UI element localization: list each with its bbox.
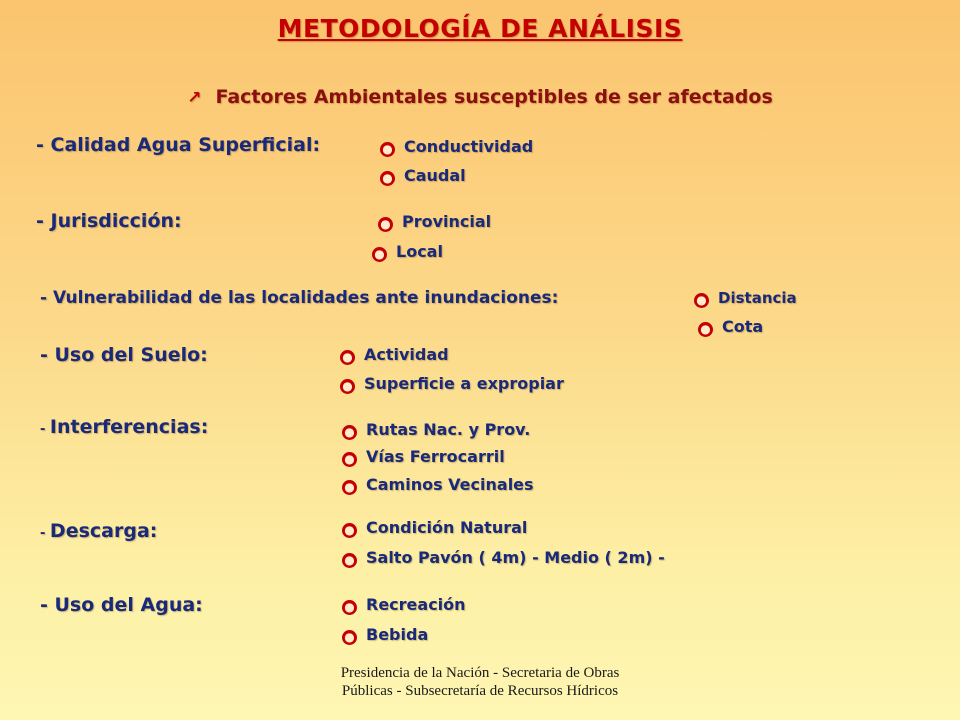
item-caudal: [380, 166, 466, 186]
item-text: Provincial: [402, 212, 492, 231]
label-uso-suelo: - Uso del Suelo:: [40, 344, 208, 366]
label-calidad-agua: - Calidad Agua Superficial:: [36, 134, 321, 156]
item-text: Cota: [722, 317, 764, 336]
item-distancia: [694, 289, 797, 308]
item-superficie: [340, 374, 564, 394]
footer-text: Presidencia de la Nación - Secretaria de Obras Públicas - Subsecretaría de Recursos Hídricos: [340, 665, 620, 699]
bullet-icon: ●: [342, 452, 357, 467]
item-text: Distancia: [718, 289, 797, 307]
slide-title: METODOLOGÍA DE ANÁLISIS: [277, 14, 683, 43]
label-uso-agua: - Uso del Agua:: [40, 594, 203, 616]
bullet-icon: ●: [342, 523, 357, 538]
item-text: Rutas Nac. y Prov.: [366, 420, 531, 439]
label-text: Interferencias:: [49, 416, 209, 438]
item-condicion-natural: [342, 518, 527, 538]
item-local: [372, 242, 443, 262]
bullet-icon: ●: [694, 293, 709, 308]
item-bebida: [342, 625, 428, 645]
label-interferencias: [40, 416, 208, 438]
item-conductividad: [380, 137, 533, 157]
bullet-icon: ●: [340, 350, 355, 365]
subtitle-text: Factores Ambientales susceptibles de ser afectados: [215, 86, 773, 108]
arrow-northeast-icon: ↗: [187, 88, 202, 108]
item-text: Local: [396, 242, 443, 261]
bullet-icon: ●: [698, 322, 713, 337]
item-text: Caudal: [404, 166, 466, 185]
item-text: Salto Pavón ( 4m) - Medio ( 2m) -: [366, 548, 665, 567]
item-text: Superficie a expropiar: [364, 374, 564, 393]
bullet-icon: ●: [342, 600, 357, 615]
bullet-icon: ●: [342, 480, 357, 495]
item-text: Conductividad: [404, 137, 534, 156]
label-text: Descarga:: [49, 520, 158, 542]
label-vulnerabilidad: - Vulnerabilidad de las localidades ante inundaciones:: [40, 288, 559, 308]
bullet-icon: ●: [340, 379, 355, 394]
bullet-icon: ●: [342, 630, 357, 645]
bullet-icon: ●: [372, 247, 387, 262]
item-salto-pavon: [342, 548, 665, 568]
item-recreacion: [342, 595, 466, 615]
bullet-icon: ●: [342, 425, 357, 440]
item-caminos: [342, 475, 534, 495]
item-text: Bebida: [366, 625, 429, 644]
item-actividad: [340, 345, 449, 365]
bullet-icon: ●: [378, 217, 393, 232]
item-text: Condición Natural: [366, 518, 528, 537]
item-text: Recreación: [366, 595, 466, 614]
slide-subtitle: [0, 86, 960, 108]
label-jurisdiccion: - Jurisdicción:: [36, 210, 182, 232]
label-dash: -: [40, 526, 50, 541]
bullet-icon: ●: [380, 142, 395, 157]
item-provincial: [378, 212, 491, 232]
item-rutas: [342, 420, 530, 440]
item-text: Caminos Vecinales: [366, 475, 534, 494]
item-text: Vías Ferrocarril: [366, 447, 505, 466]
label-dash: -: [40, 422, 50, 437]
item-cota: [698, 317, 763, 337]
bullet-icon: ●: [342, 553, 357, 568]
item-ferrocarril: [342, 447, 505, 467]
label-descarga: [40, 520, 157, 542]
item-text: Actividad: [364, 345, 449, 364]
bullet-icon: ●: [380, 171, 395, 186]
